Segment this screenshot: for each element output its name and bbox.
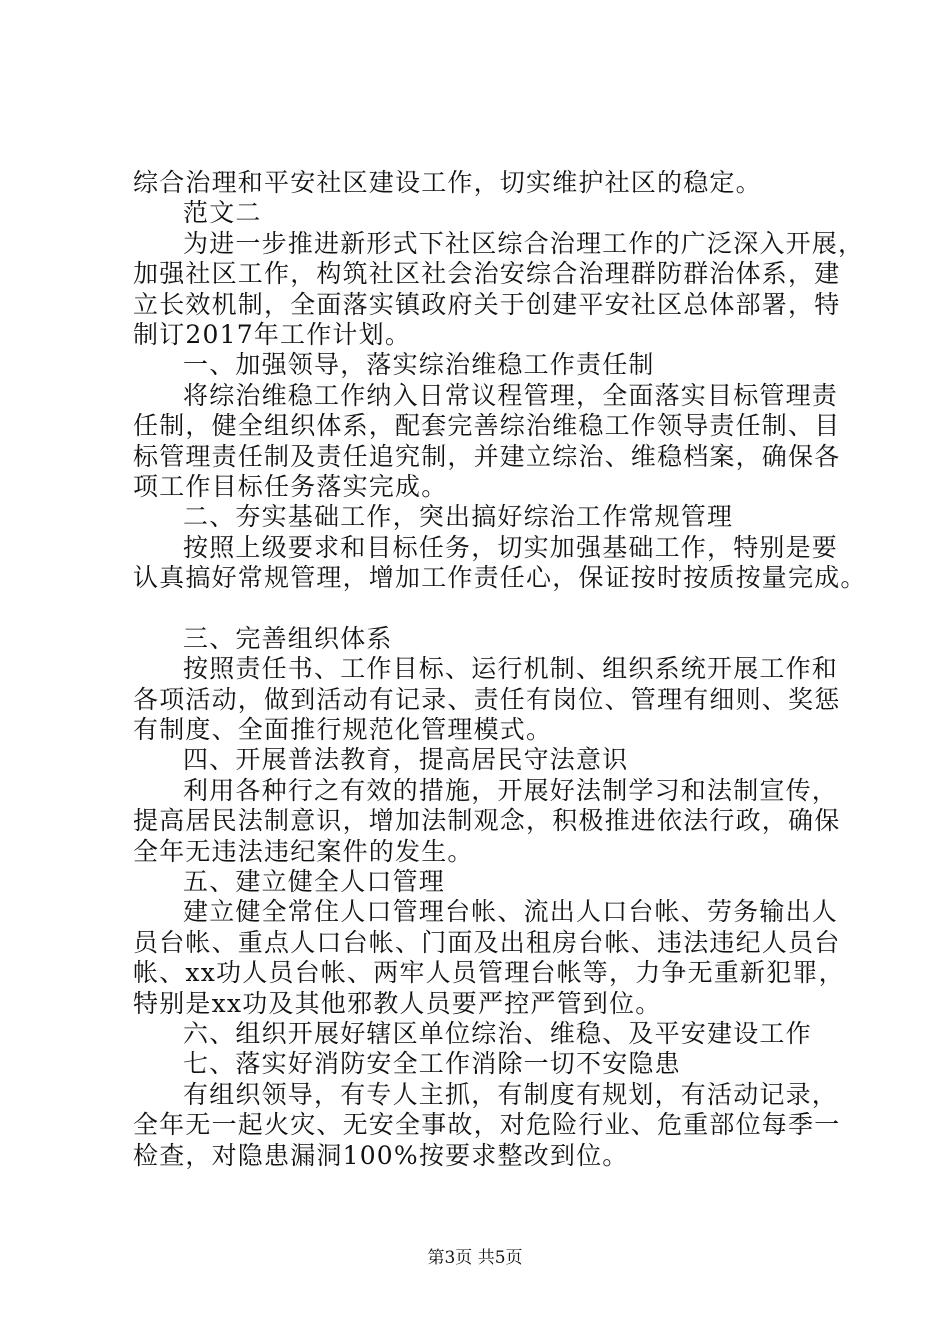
body-line: 综合治理和平安社区建设工作，切实维护社区的稳定。 bbox=[133, 168, 762, 197]
body-line: 利用各种行之有效的措施，开展好法制学习和法制宣传， bbox=[183, 775, 839, 805]
body-line: 特别是xx功及其他邪教人员要严控严管到位。 bbox=[133, 988, 662, 1018]
body-line: 为进一步推进新形式下社区综合治理工作的广泛深入开展， bbox=[183, 228, 865, 258]
body-line: 认真搞好常规管理，增加工作责任心，保证按时按质按量完成。 bbox=[133, 563, 867, 593]
body-line: 将综治维稳工作纳入日常议程管理，全面落实目标管理责 bbox=[183, 380, 839, 410]
body-line: 立长效机制，全面落实镇政府关于创建平安社区总体部署，特 bbox=[133, 289, 841, 319]
body-line: 加强社区工作，构筑社区社会治安综合治理群防群治体系，建 bbox=[133, 259, 841, 289]
body-line: 制订2017年工作计划。 bbox=[133, 319, 412, 349]
document-body bbox=[133, 168, 867, 1171]
section-heading: 四、开展普法教育，提高居民守法意识 bbox=[183, 745, 629, 775]
body-line: 全年无一起火灾、无安全事故，对危险行业、危重部位每季一 bbox=[133, 1110, 841, 1140]
section-heading: 一、加强领导，落实综治维稳工作责任制 bbox=[183, 350, 655, 380]
body-line: 建立健全常住人口管理台帐、流出人口台帐、劳务输出人 bbox=[183, 897, 839, 927]
body-line: 提高居民法制意识，增加法制观念，积极推进依法行政，确保 bbox=[133, 806, 841, 836]
section-heading: 六、组织开展好辖区单位综治、维稳、及平安建设工作 bbox=[183, 1018, 812, 1048]
body-line: 检查，对隐患漏洞100%按要求整改到位。 bbox=[133, 1140, 629, 1170]
blank-line bbox=[133, 593, 853, 623]
body-line: 有组织领导，有专人主抓，有制度有规划，有活动记录， bbox=[183, 1079, 839, 1109]
body-line: 帐、xx功人员台帐、两牢人员管理台帐等，力争无重新犯罪， bbox=[133, 958, 845, 988]
body-line: 按照上级要求和目标任务，切实加强基础工作，特别是要 bbox=[183, 532, 839, 562]
page-number-footer: 第3页 共5页 bbox=[427, 1248, 523, 1268]
section-heading: 五、建立健全人口管理 bbox=[183, 866, 446, 896]
body-line: 标管理责任制及责任追究制，并建立综治、维稳档案，确保各 bbox=[133, 441, 841, 471]
body-line: 按照责任书、工作目标、运行机制、组织系统开展工作和 bbox=[183, 654, 839, 684]
section-heading: 三、完善组织体系 bbox=[183, 623, 393, 653]
section-heading: 七、落实好消防安全工作消除一切不安隐患 bbox=[183, 1049, 681, 1079]
body-line: 项工作目标任务落实完成。 bbox=[133, 471, 448, 501]
body-line: 员台帐、重点人口台帐、门面及出租房台帐、违法违纪人员台 bbox=[133, 927, 841, 957]
section-heading: 范文二 bbox=[183, 198, 262, 228]
body-line: 有制度、全面推行规范化管理模式。 bbox=[133, 715, 553, 745]
body-line: 任制，健全组织体系，配套完善综治维稳工作领导责任制、目 bbox=[133, 411, 841, 441]
body-line: 各项活动，做到活动有记录、责任有岗位、管理有细则、奖惩 bbox=[133, 684, 841, 714]
body-line: 全年无违法违纪案件的发生。 bbox=[133, 836, 474, 866]
section-heading: 二、夯实基础工作，突出搞好综治工作常规管理 bbox=[183, 502, 734, 532]
